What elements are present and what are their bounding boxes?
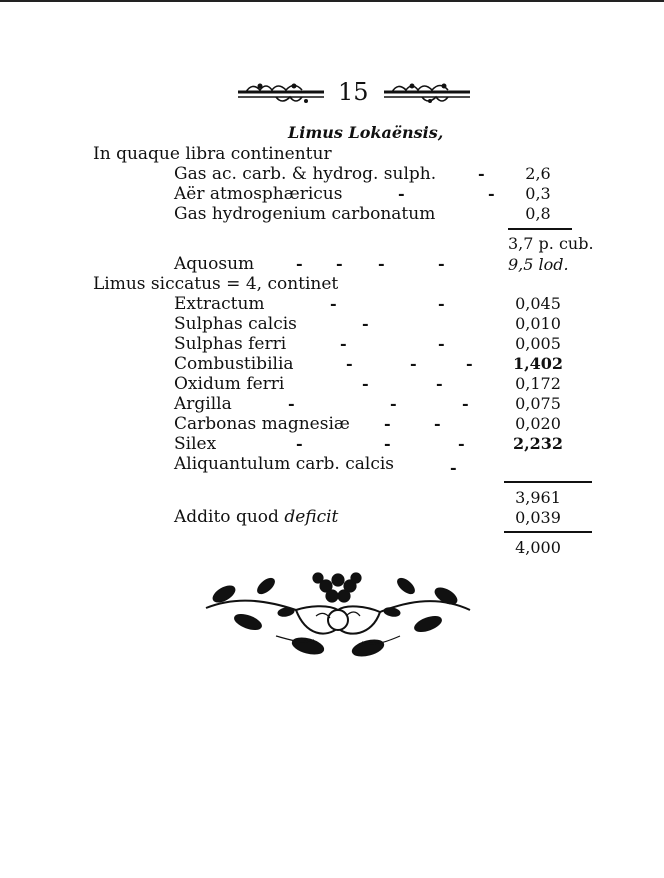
component-value: 0,075 <box>515 394 561 413</box>
sum-rule <box>508 228 572 230</box>
addito-italic: deficit <box>284 507 339 527</box>
gas-label: Aër atmosphæricus <box>174 184 343 204</box>
leader-dash: - <box>466 354 473 373</box>
gas-total <box>508 234 594 253</box>
leader-dash: - <box>362 374 369 393</box>
component-label: Oxidum ferri <box>174 374 285 394</box>
gas-value: 0,3 <box>525 184 551 203</box>
addito-line <box>174 507 338 527</box>
leader-dash: - <box>378 254 385 273</box>
gas-value: 0,8 <box>525 204 551 223</box>
leader-dash: - <box>438 254 445 273</box>
grand-total-value: 4,000 <box>515 538 561 557</box>
leader-dash: - <box>488 184 495 203</box>
leader-dash: - <box>340 334 347 353</box>
aquosum-value-line <box>508 255 569 274</box>
leader-dash: - <box>288 394 295 413</box>
page-number: 15 <box>338 78 369 106</box>
component-value: 0,020 <box>515 414 561 433</box>
component-value: 0,005 <box>515 334 561 353</box>
leader-dash: - <box>390 394 397 413</box>
leader-dash: - <box>384 414 391 433</box>
component-label: Sulphas ferri <box>174 334 287 354</box>
gas-label: Gas ac. carb. & hydrog. sulph. <box>174 164 437 184</box>
gas-value: 2,6 <box>525 164 551 183</box>
leader-dash: - <box>336 254 343 273</box>
component-label: Aliquantulum carb. calcis <box>174 454 395 474</box>
leader-dash: - <box>434 414 441 433</box>
component-label: Silex <box>174 434 217 454</box>
aquosum-unit: lod. <box>538 255 569 274</box>
component-value: 0,010 <box>515 314 561 333</box>
component-value: 2,232 <box>512 434 564 453</box>
aquosum-label: Aquosum <box>174 254 255 274</box>
aquosum-value: 9,5 <box>508 255 534 274</box>
addito-label: Addito quod <box>174 507 279 527</box>
intro-line: In quaque libra continentur <box>93 144 332 164</box>
leader-dash: - <box>296 254 303 273</box>
sum-rule <box>504 531 592 533</box>
leader-dash: - <box>346 354 353 373</box>
component-label: Combustibilia <box>174 354 294 374</box>
leader-dash: - <box>438 334 445 353</box>
leader-dash: - <box>450 458 457 477</box>
component-value: 1,402 <box>512 354 564 373</box>
gas-total-unit: p. cub. <box>538 234 594 253</box>
leader-dash: - <box>384 434 391 453</box>
leader-dash: - <box>438 294 445 313</box>
component-label: Extractum <box>174 294 265 314</box>
component-value: 0,172 <box>515 374 561 393</box>
section-title: Limus Lokaënsis, <box>288 123 444 142</box>
component-label: Carbonas magnesiæ <box>174 414 350 434</box>
right-header-ornament <box>382 80 472 104</box>
gas-total-value: 3,7 <box>508 234 534 253</box>
addito-value: 0,039 <box>515 508 561 527</box>
leader-dash: - <box>398 184 405 203</box>
component-value: 0,045 <box>515 294 561 313</box>
gas-label: Gas hydrogenium carbonatum <box>174 204 436 224</box>
floral-ornament <box>196 566 480 666</box>
dried-heading: Limus siccatus = 4, continet <box>93 274 339 294</box>
component-label: Sulphas calcis <box>174 314 297 334</box>
leader-dash: - <box>436 374 443 393</box>
component-label: Argilla <box>174 394 232 414</box>
left-header-ornament <box>236 80 326 104</box>
sum-rule <box>504 481 592 483</box>
leader-dash: - <box>330 294 337 313</box>
leader-dash: - <box>458 434 465 453</box>
leader-dash: - <box>362 314 369 333</box>
leader-dash: - <box>410 354 417 373</box>
leader-dash: - <box>478 164 485 183</box>
subtotal-value: 3,961 <box>515 488 561 507</box>
page-edge-line <box>0 0 664 2</box>
leader-dash: - <box>296 434 303 453</box>
leader-dash: - <box>462 394 469 413</box>
